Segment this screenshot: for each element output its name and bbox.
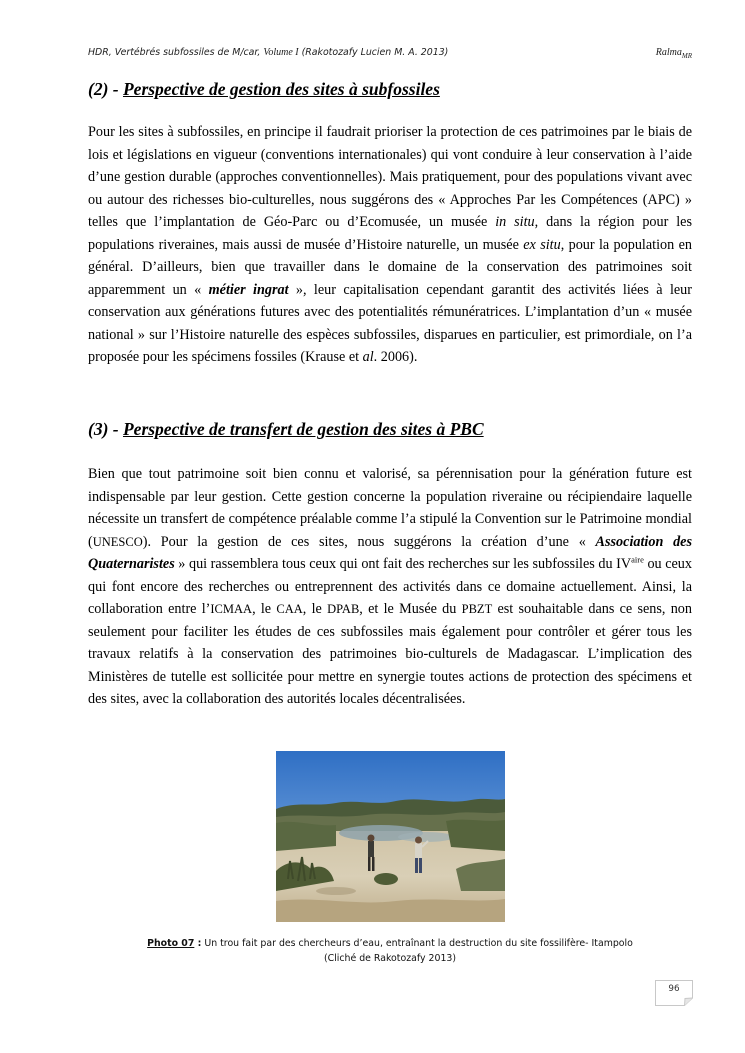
- running-header: [88, 44, 692, 62]
- header-volume: Volume I: [263, 47, 299, 58]
- paragraph-site-management: Pour les sites à subfossiles, en principe il faudrait prioriser la protection de ces patrimoines par le biais de lois et législations en vigueur (conventions internationales) qui vont conduire à leur conservation à l’aide d’une gestion durable (approches conventionnelles). Mais pratiquement, pour des populations vivant avec ou autour des richesses bio-culturelles, nous suggérons des « Approches Par les Compétences (APC) » telles que l’implantation de Géo-Parc ou d’Ecomusée, un musée in situ, dans la région pour les populations riveraines, mais aussi de musée d’Histoire naturelle, un musée ex situ, pour la population en général. D’ailleurs, bien que travailler dans le domaine de la conservation des patrimoines soit apparemment un « métier ingrat », leur capitalisation cependant garantit des activités liées à leur conservation aux générations futures avec des potentialités rémunératrices. L’implantation d’un « musée national » sur l’Histoire naturelle des espèces subfossiles, disparues en particulier, est primordiale, on l’a proposée pour les spécimens fossiles (Krause et al. 2006).: [88, 124, 692, 365]
- section-title: Perspective de gestion des sites à subfossiles: [122, 79, 440, 99]
- section-number: (2) -: [88, 79, 123, 99]
- caption-label: Photo 07: [147, 938, 195, 949]
- photo-credit: (Cliché de Rakotozafy 2013): [323, 953, 457, 964]
- landscape-photo: [276, 751, 505, 922]
- section-number: (3) -: [88, 419, 123, 439]
- photo-itampolo-site: [276, 751, 505, 922]
- section-heading-3: [88, 419, 484, 440]
- photo-caption: Photo 07 : Un trou fait par des chercheurs d’eau, entraînant la destruction du site fossilifère- Itampolo: [147, 938, 633, 949]
- header-author-mark: Ralma$_{MR}$: [655, 47, 692, 60]
- section-heading-2: [88, 79, 440, 100]
- page-number: 96: [668, 984, 680, 994]
- page-number-box: [655, 980, 693, 1006]
- paragraph-management-transfer: Bien que tout patrimoine soit bien connu et valorisé, sa pérennisation pour la génération future est indispensable par leur gestion. Cette gestion concerne la population riveraine ou récipiendaire laquelle nécessite un transfert de compétence préalable comme l’a stipulé la Convention sur le Patrimoine mondial (UNESCO). Pour la gestion de ces sites, nous suggérons la création d’une « Association des Quaternaristes » qui rassemblera tous ceux qui ont fait des recherches sur les subfossiles du $IV^{aire}$ ou ceux qui font encore des recherches ou entreprennent des activités dans ce domaine actuellement. Ainsi, la collaboration entre l’ICMAA, le CAA, le DPAB, et le Musée du PBZT est souhaitable dans ce sens, non seulement pour faciliter les études de ces subfossiles mais également pour contrôler et gérer tous les travaux relatifs à la conservation des patrimoines bio-culturels de Madagascar. L’implication des Ministères de tutelle est sollicitée pour mettre en synergie toutes actions de protection des spécimens et des sites, avec la collaboration des autorités locales décentralisées.: [88, 466, 692, 707]
- section-title: Perspective de transfert de gestion des sites à PBC: [122, 419, 484, 439]
- header-title: HDR, Vertébrés subfossiles de M/car, Volume I (Rakotozafy Lucien M. A. 2013): [88, 47, 449, 58]
